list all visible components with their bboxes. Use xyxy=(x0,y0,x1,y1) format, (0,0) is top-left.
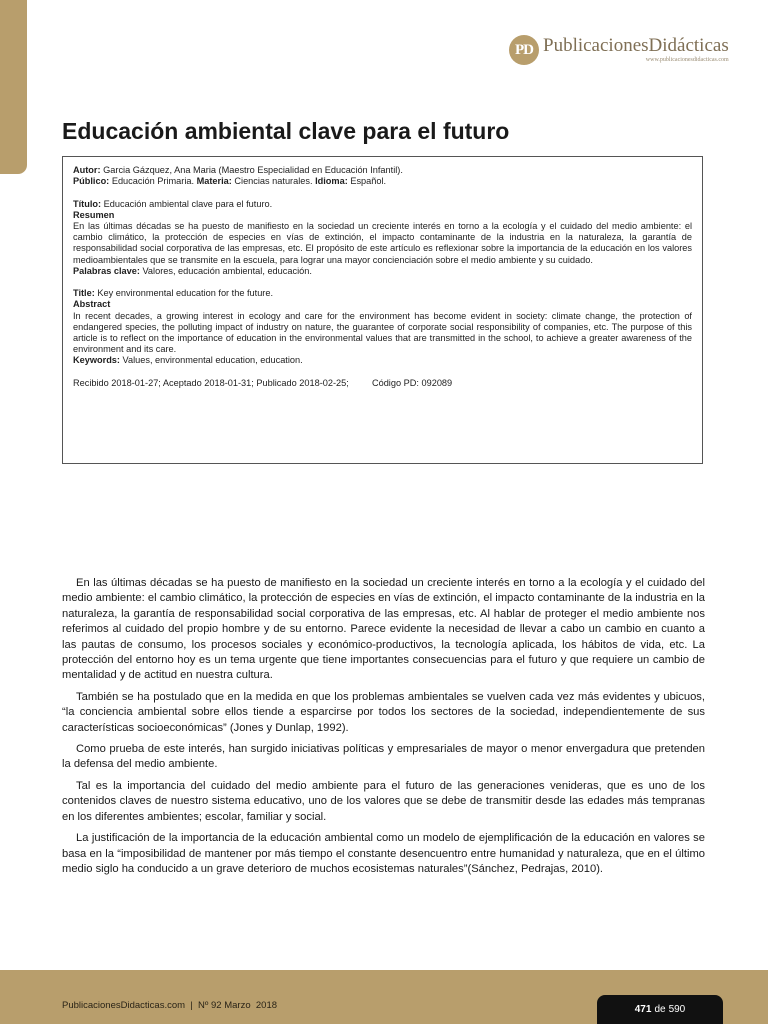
publisher-name: PublicacionesDidácticas xyxy=(543,35,729,56)
titulo-label: Título: xyxy=(73,198,102,209)
titulo-value: Educación ambiental clave para el futuro. xyxy=(103,198,273,209)
audience-label: Público: xyxy=(73,176,110,187)
author-value: Garcia Gázquez, Ana Maria (Maestro Especialidad en Educación Infantil). xyxy=(103,165,403,175)
page-current: 471 xyxy=(634,1004,652,1015)
article-title: Educación ambiental clave para el futuro xyxy=(62,118,510,144)
pd-logo-icon: PD xyxy=(509,35,539,65)
code-value: Código PD: 092089 xyxy=(371,377,453,388)
palabras-label: Palabras clave: xyxy=(73,265,140,276)
resumen-text: En las últimas décadas se ha puesto de manifiesto en la sociedad un creciente interés en torno a la ecología y el cuidado del medio ambiente: el cambio climático, la protección de especies en vías de extinción, el impacto contaminante de la industria en la naturaleza, la garantía de responsabilidad social corporativa de las empresas, etc. El propósito de este artículo es reflexionar sobre la importancia de la educación en los valores medioambientales que se transmite en la escuela, para lograr una mayor concienciación sobre el medio ambiente y su cuidado. xyxy=(73,221,692,265)
subject-label: Materia: xyxy=(196,176,232,187)
dates-line xyxy=(73,378,692,389)
body-paragraph: En las últimas décadas se ha puesto de manifiesto en la sociedad un creciente interés en torno a la ecología y el cuidado del medio ambiente: el cambio climático, la protección de especies en vías de extinción, el impacto contaminante de la industria en la naturaleza, la garantía de responsabilidad social corporativa de las empresas, etc. Al hablar de proteger el medio ambiente nos referimos al cuidado del propio hombre y de su entorno. Parece evidente la necesidad de llevar a cabo un cambio en cuanto a las pautas de consumo, los procesos sociales y económico-productivos, la tecnología aplicada, los hábitos de vida, etc. La protección del entorno hoy es un tema urgente que tiene importantes consecuencias para el futuro y que requiere un cambio de mentalidad y de actitud en nuestra cultura. xyxy=(62,577,705,682)
palabras-line xyxy=(73,266,692,277)
author-line xyxy=(73,165,692,176)
spacer xyxy=(73,277,692,288)
page-total: 590 xyxy=(668,1004,686,1015)
page-number-badge xyxy=(597,995,723,1024)
titulo-line xyxy=(73,199,692,210)
author-label: Autor: xyxy=(73,165,101,175)
publisher-logo[interactable] xyxy=(509,35,729,65)
abstract-heading xyxy=(73,299,692,310)
body-paragraph: Tal es la importancia del cuidado del medio ambiente para el futuro de las generaciones venideras, que es uno de los contenidos claves de nuestro sistema educativo, uno de los valores que se debe de transmitir desde las edades más tempranas en los diferentes ambientes; escolar, familiar y social. xyxy=(62,779,705,823)
meta-line xyxy=(73,176,692,187)
abstract-text: In recent decades, a growing interest in ecology and care for the environment has become evident in society: climate change, the protection of endangered species, the polluting impact of industry on nature, the guarantee of corporate social responsibility of companies, etc. The purpose of this article is to reflect on the importance of education in the environmental values that are transmitted in the school, to achieve a greater awareness of the environment and its care. xyxy=(73,310,692,355)
audience-value: Educación Primaria. xyxy=(111,176,195,187)
body-paragraph: Como prueba de este interés, han surgido iniciativas políticas y empresariales de mayor o menor envergadura que pretenden la defensa del medio ambiente. xyxy=(62,743,705,771)
logo-text xyxy=(543,36,729,64)
resumen-heading xyxy=(73,210,692,221)
subject-value: Ciencias naturales. xyxy=(234,176,313,187)
abstract-label: Abstract xyxy=(73,299,111,310)
spacer xyxy=(73,367,692,378)
abstract-box xyxy=(62,156,703,464)
page-separator: de xyxy=(654,1004,666,1015)
dates-value: Recibido 2018-01-27; Aceptado 2018-01-31; Publicado 2018-02-25; xyxy=(73,377,349,388)
keywords-value: Values, environmental education, education. xyxy=(122,355,303,366)
resumen-label: Resumen xyxy=(73,209,115,220)
title-en-label: Title: xyxy=(73,288,95,299)
language-label: Idioma: xyxy=(315,176,348,187)
footer-source: PublicacionesDidacticas.com | Nº 92 Marzo 2018 xyxy=(62,1000,278,1011)
body-paragraph: La justificación de la importancia de la educación ambiental como un modelo de ejemplificación de la educación en valores se basa en la “imposibilidad de mantener por más tiempo el constante desencuentro entre humanidad y naturaleza, que en el último medio siglo ha conducido a un grave deterioro de muchos ecosistemas naturales”(Sánchez, Pedrajas, 2010). xyxy=(62,832,705,875)
side-accent-tab xyxy=(0,0,27,174)
keywords-label: Keywords: xyxy=(73,355,120,366)
keywords-line xyxy=(73,355,692,366)
language-value: Español. xyxy=(350,176,387,187)
title-en-value: Key environmental education for the future. xyxy=(97,288,274,299)
article-body xyxy=(62,576,705,883)
palabras-value: Valores, educación ambiental, educación. xyxy=(142,265,312,276)
title-en-line xyxy=(73,288,692,299)
publisher-url: www.publicacionesdidacticas.com xyxy=(645,57,729,63)
body-paragraph: También se ha postulado que en la medida en que los problemas ambientales se vuelven cada vez más evidentes y ubicuos, “la conciencia ambiental sobre ellos tiende a esparcirse por todos los sectores de la sociedad, independientemente de sus características socioeconómicas” (Jones y Dunlap, 1992). xyxy=(62,690,705,734)
spacer xyxy=(73,187,692,198)
